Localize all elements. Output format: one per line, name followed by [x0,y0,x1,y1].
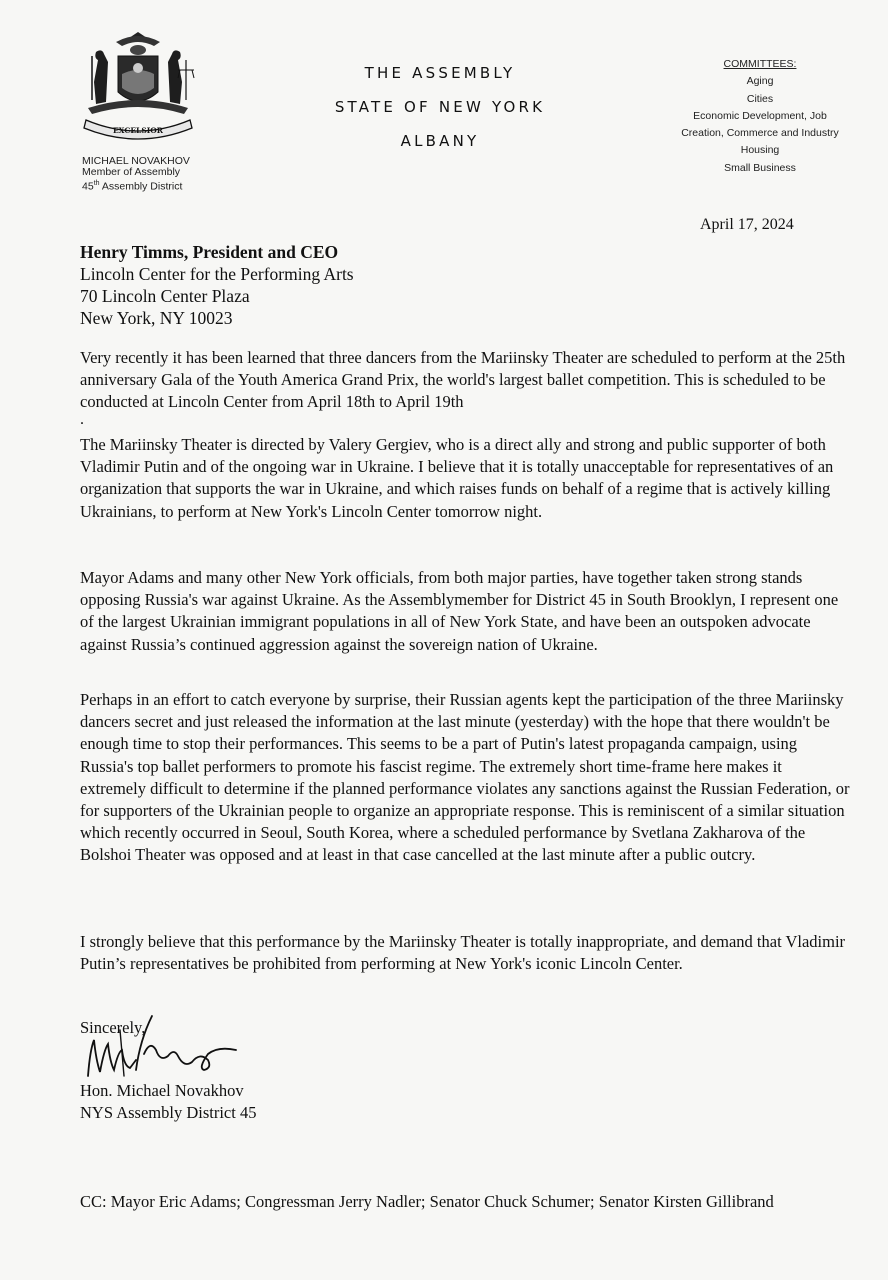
committee-item: Aging [746,75,774,88]
signer-block [80,1080,256,1124]
committees-list [664,56,856,177]
body-paragraph-4: Perhaps in an effort to catch everyone by surprise, their Russian agents kept the participation of the three Mariinsky dancers secret and just released the information at the last minute (yesterday) with the hope that there wouldn't be enough time to stop their performances. This seems to be a part of Putin's latest propaganda campaign, using Russia's top ballet performers to promote his fascist regime. The extremely short time-frame here makes it extremely difficult to determine if the planned performance violates any sanctions against the Russian Federation, or for supporters of the Ukrainian people to organize an appropriate response. This is reminiscent of a similar situation which recently occurred in Seoul, South Korea, where a scheduled performance by Svetlana Zakharova of the Bolshoi Theater was opposed and at least in that case cancelled at the last minute after a public outcry. [80,690,850,865]
new-york-state-seal-icon [76,30,200,146]
recipient-org: Lincoln Center for the Performing Arts [80,264,354,284]
recipient-address [80,241,354,329]
recipient-city: New York, NY 10023 [80,308,233,328]
committee-item: Small Business [724,161,796,174]
letter-date: April 17, 2024 [700,216,794,233]
body-paragraph-5: I strongly believe that this performance by the Mariinsky Theater is totally inappropriate, and demand that Vladimir Putin’s representatives be prohibited from performing at New York's iconic Lincoln Center. [80,932,846,974]
committee-item: Housing [740,144,780,157]
member-role: Member of Assembly [82,166,181,178]
member-district: 45th Assembly District [82,180,183,193]
recipient-street: 70 Lincoln Center Plaza [80,286,250,306]
body-paragraph-2: The Mariinsky Theater is directed by Valery Gergiev, who is a direct ally and strong and public supporter of both Vladimir Putin and of the ongoing war in Ukraine. I believe that it is totally unacceptable for representatives of an organization that supports the war in Ukraine, and which raises funds on behalf of a regime that is actively killing Ukrainians, to perform at New York's Lincoln Center tomorrow night. [80,435,834,521]
body-paragraph-3: Mayor Adams and many other New York officials, from both major parties, have together taken strong stands opposing Russia's war against Ukraine. As the Assemblymember for District 45 in South Brooklyn, I represent one of the largest Ukrainian immigrant populations in all of New York State, and have been an outspoken advocate against Russia’s continued aggression against the sovereign nation of Ukraine. [80,568,839,654]
closing-salutation: Sincerely, [80,1018,146,1037]
seal-motto: EXCELSIOR [112,126,164,135]
signer-name: Hon. Michael Novakhov [80,1081,244,1100]
member-name: MICHAEL NOVAKHOV [82,155,190,167]
committee-item: Creation, Commerce and Industry [681,127,839,140]
committee-item: Economic Development, Job [693,109,827,122]
recipient-name: Henry Timms, President and CEO [80,242,339,262]
letterhead-title-assembly: THE ASSEMBLY [364,64,516,82]
body-paragraph-1: Very recently it has been learned that three dancers from the Mariinsky Theater are scheduled to perform at the 25th anniversary Gala of the Youth America Grand Prix, the world's largest ballet competition. This is scheduled to be conducted at Lincoln Center from April 18th to April 19th [80,348,846,412]
committee-item: Cities [746,92,774,105]
cc-line: CC: Mayor Eric Adams; Congressman Jerry Nadler; Senator Chuck Schumer; Senator Kirsten Gillibrand [80,1192,774,1211]
member-block [82,156,190,193]
handwritten-signature [80,1010,240,1086]
signer-title: NYS Assembly District 45 [80,1103,257,1122]
letterhead-title-state: STATE OF NEW YORK [334,98,546,116]
letterhead-title-city: ALBANY [400,132,480,150]
committees-title: COMMITTEES: [723,58,797,70]
stray-period: . [80,411,84,428]
